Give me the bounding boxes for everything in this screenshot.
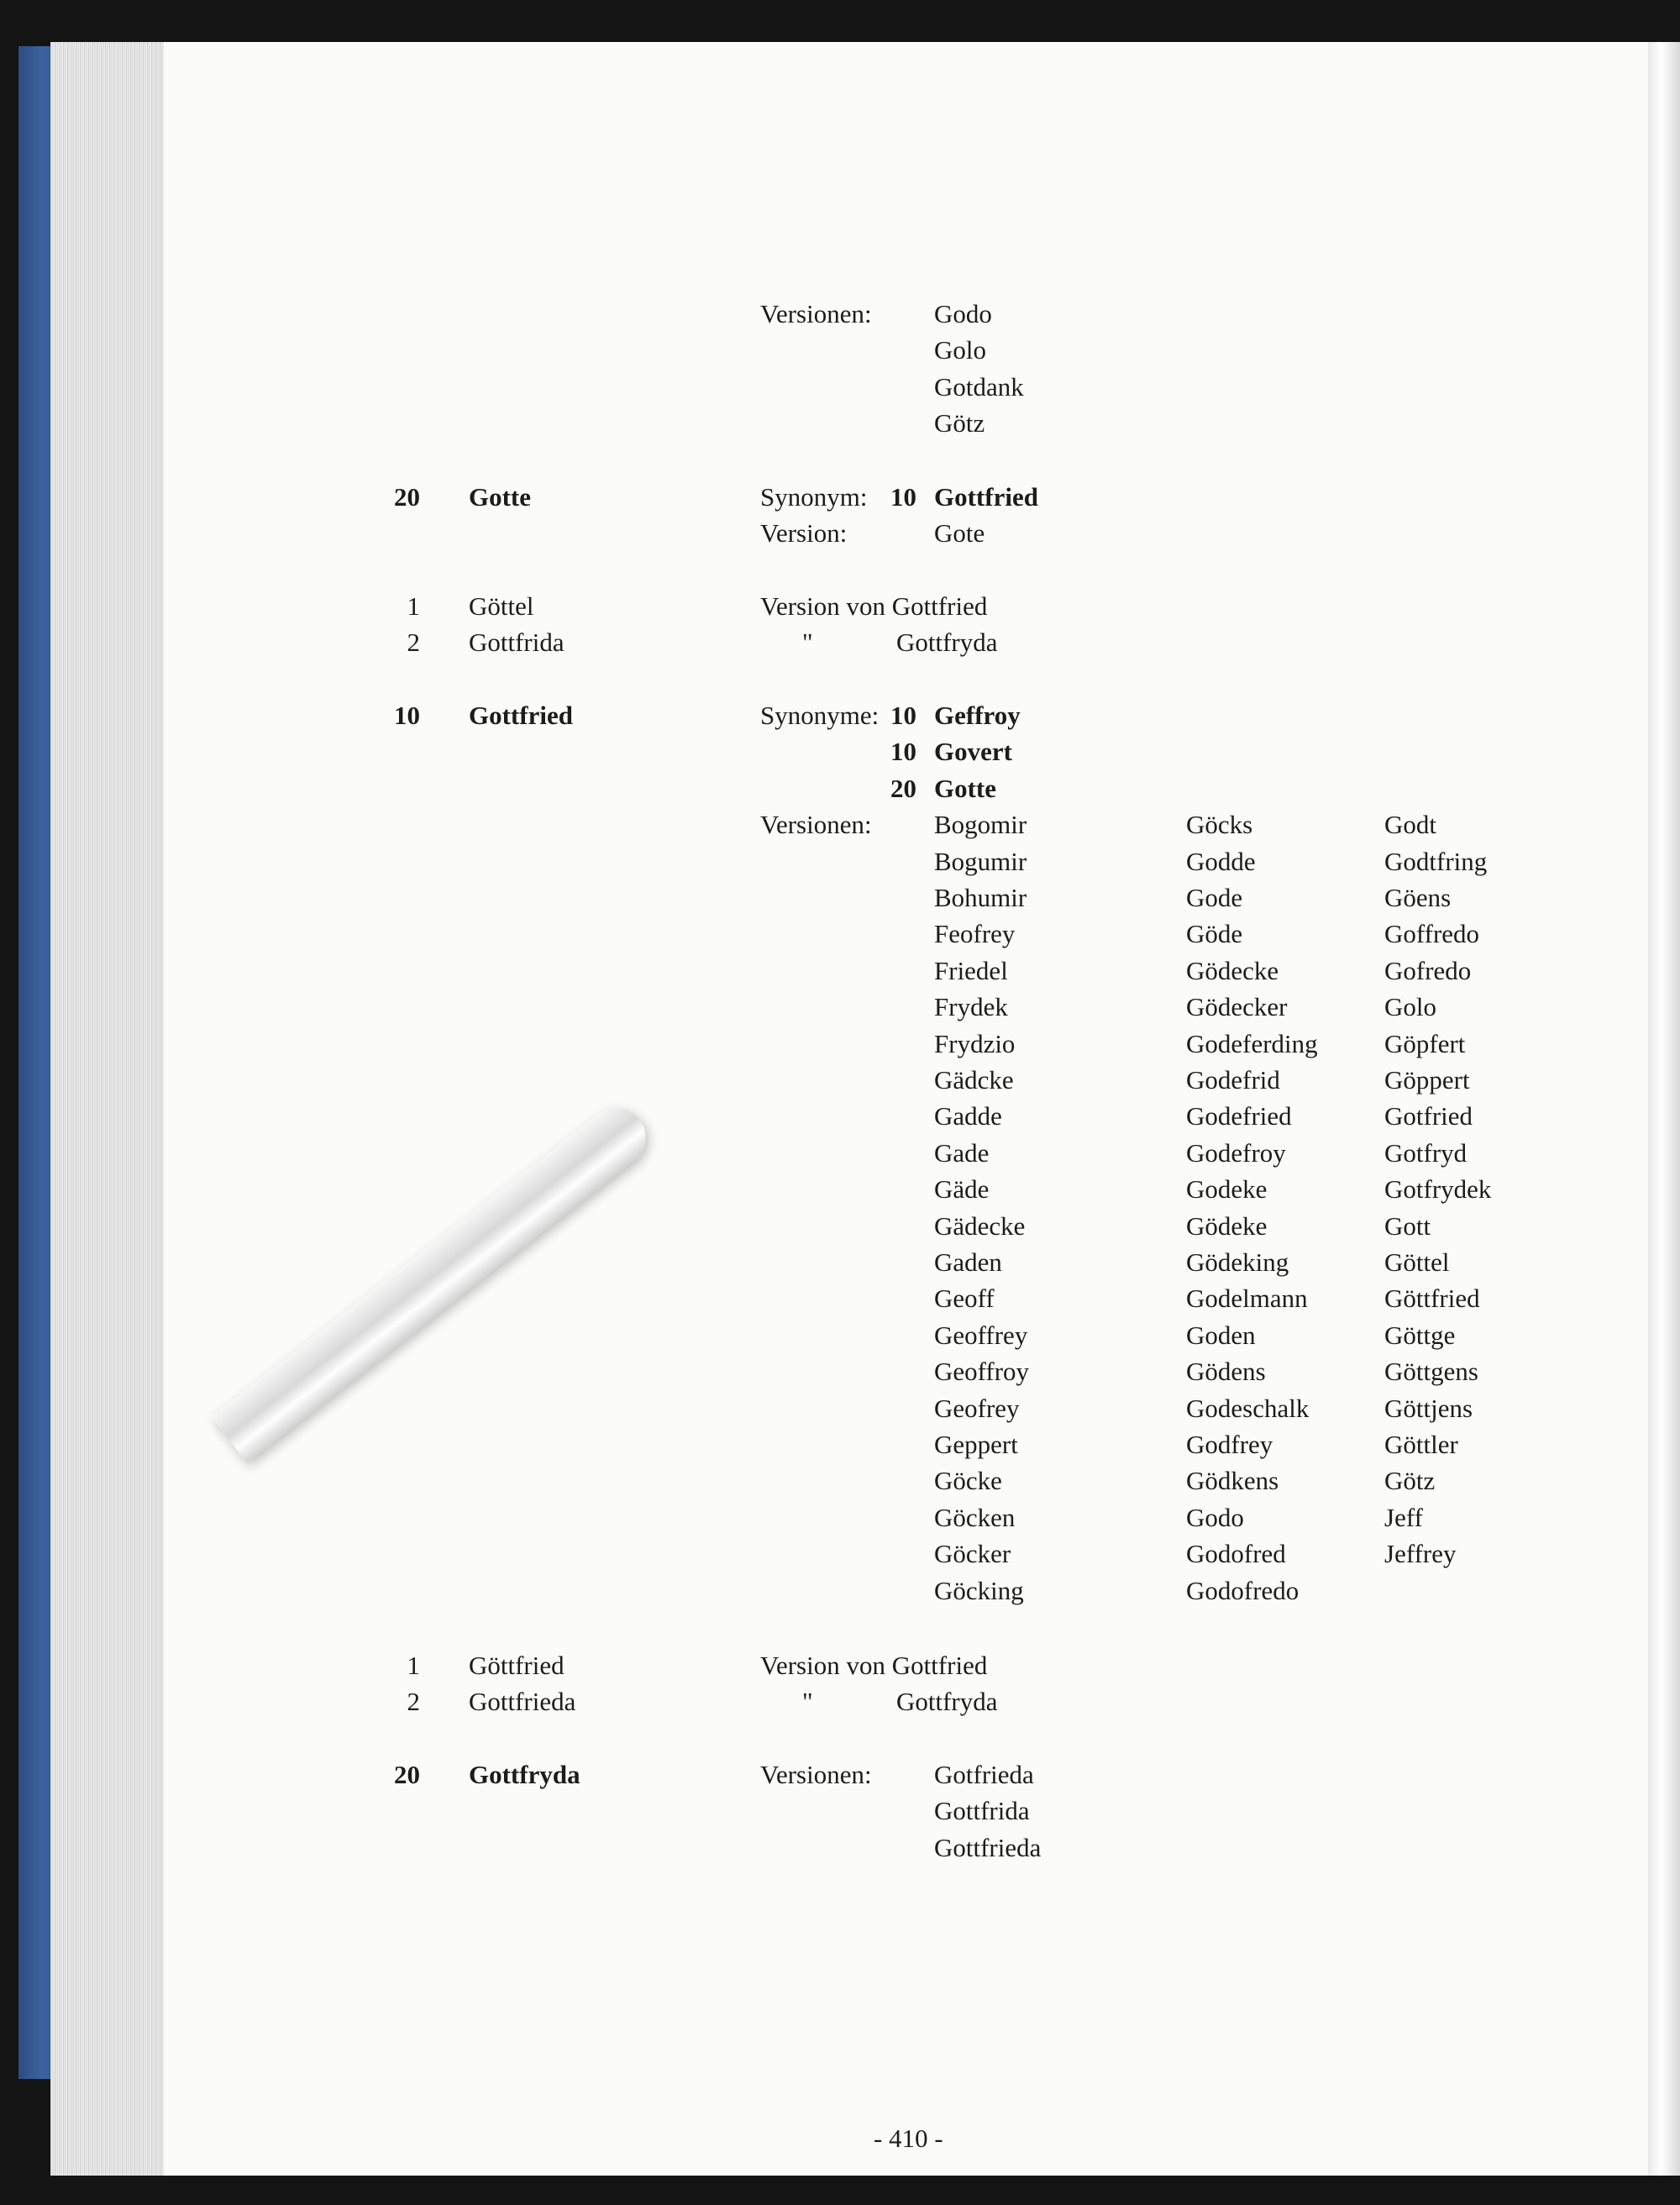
version-name: Godefried [1186, 1101, 1292, 1131]
version-name: Göppert [1384, 1065, 1470, 1095]
entry-ref-frequency: 10 [890, 482, 916, 512]
version-name: Bohumir [934, 883, 1027, 912]
entry-value: Gottfrieda [934, 1832, 1042, 1862]
version-name: Godelmann [1186, 1284, 1308, 1314]
entry-label: Versionen: [760, 1760, 872, 1789]
version-name: Geppert [934, 1430, 1018, 1459]
version-name: Gödens [1186, 1357, 1266, 1387]
version-name: Godeferding [1186, 1028, 1318, 1058]
version-name: Friedel [934, 955, 1008, 985]
version-name: Godofredo [1186, 1575, 1299, 1605]
entry-label: " [802, 1687, 813, 1716]
entry-value: Godo [934, 299, 992, 328]
version-name: Göttler [1384, 1430, 1458, 1459]
version-name: Jeff [1384, 1502, 1423, 1532]
version-name: Gädcke [934, 1065, 1014, 1095]
version-name: Göttfried [1384, 1284, 1480, 1314]
version-name: Geoffroy [934, 1357, 1030, 1387]
entry-name: Gottfried [469, 701, 573, 730]
version-name: Gode [1186, 883, 1243, 912]
entry-label: Version von Gottfried [760, 1651, 988, 1680]
version-name: Gofredo [1384, 955, 1472, 985]
entry-ref-frequency: 20 [890, 773, 916, 803]
version-name: Gäde [934, 1174, 990, 1205]
version-name: Gödeking [1186, 1247, 1289, 1277]
version-name: Gödkens [1186, 1466, 1279, 1496]
entry-frequency: 20 [394, 482, 420, 512]
version-name: Golo [1384, 992, 1436, 1022]
entry-frequency: 2 [407, 627, 420, 657]
version-name: Godt [1384, 810, 1436, 840]
entry-frequency: 20 [394, 1760, 420, 1789]
entry-value: Geffroy [934, 701, 1021, 730]
entry-frequency: 10 [394, 701, 420, 730]
version-name: Gädecke [934, 1210, 1026, 1241]
version-name: Gott [1384, 1210, 1431, 1241]
page-stack-edge [50, 42, 168, 2176]
version-name: Göttjens [1384, 1393, 1473, 1423]
entry-value: Govert [934, 737, 1012, 767]
entry-name: Göttel [469, 591, 534, 621]
version-name: Gotfried [1384, 1101, 1473, 1131]
version-name: Göttge [1384, 1320, 1456, 1350]
version-name: Frydek [934, 992, 1008, 1022]
entry-label: Version: [760, 518, 848, 549]
version-name: Godfrey [1186, 1430, 1273, 1459]
version-name: Goffredo [1384, 919, 1480, 949]
version-name: Gade [934, 1137, 990, 1168]
entry-value: Golo [934, 335, 986, 365]
version-name: Bogumir [934, 846, 1027, 876]
entry-ref-frequency: 10 [890, 737, 916, 767]
version-name: Göcks [1186, 810, 1253, 840]
entry-label: Synonyme: [760, 701, 879, 730]
version-name: Göens [1384, 883, 1452, 912]
version-name: Göcker [934, 1539, 1011, 1569]
entry-value: Gotfrieda [934, 1760, 1034, 1789]
entry-name: Gottfrieda [469, 1687, 576, 1716]
entry-label: Version von Gottfried [760, 591, 988, 621]
entry-value: Gotdank [934, 371, 1024, 402]
entry-name: Gottfryda [469, 1760, 580, 1789]
version-name: Göttel [1384, 1247, 1450, 1277]
version-name: Godeke [1186, 1174, 1268, 1205]
entry-label: " [802, 627, 813, 657]
version-name: Göcking [934, 1575, 1024, 1605]
version-name: Bogomir [934, 810, 1027, 840]
version-name: Godefrid [1186, 1065, 1280, 1095]
entry-name: Göttfried [469, 1651, 564, 1680]
entry-value: Gotte [934, 773, 997, 803]
version-name: Gotfrydek [1384, 1174, 1492, 1205]
entry-frequency: 2 [407, 1687, 420, 1716]
entry-value: Götz [934, 408, 985, 438]
entry-value: Gottfryda [896, 1687, 998, 1716]
entry-value: Gote [934, 518, 985, 549]
entry-frequency: 1 [407, 1651, 420, 1680]
version-name: Göde [1186, 919, 1243, 949]
version-name: Gadde [934, 1101, 1002, 1131]
entry-ref-frequency: 10 [890, 701, 916, 730]
version-name: Geofrey [934, 1393, 1020, 1423]
entry-frequency: 1 [407, 591, 420, 621]
version-name: Godde [1186, 846, 1256, 876]
version-name: Godofred [1186, 1539, 1286, 1569]
entry-label: Versionen: [760, 299, 872, 328]
version-name: Gödecker [1186, 992, 1288, 1022]
entry-label: Synonym: [760, 482, 868, 512]
entry-label: Versionen: [760, 810, 872, 840]
version-name: Göpfert [1384, 1028, 1466, 1058]
version-name: Götz [1384, 1466, 1436, 1496]
entry-value: Gottfried [934, 482, 1038, 512]
entry-name: Gottfrida [469, 627, 564, 657]
version-name: Geoffrey [934, 1320, 1028, 1350]
version-name: Gotfryd [1384, 1137, 1467, 1168]
version-name: Göcken [934, 1502, 1016, 1532]
entry-name: Gotte [469, 482, 532, 512]
version-name: Frydzio [934, 1028, 1016, 1058]
version-name: Feofrey [934, 919, 1016, 949]
entry-value: Gottfrida [934, 1796, 1030, 1826]
version-name: Göcke [934, 1466, 1002, 1496]
page-right-edge [1648, 42, 1680, 2176]
version-name: Göttgens [1384, 1357, 1478, 1387]
version-name: Geoff [934, 1284, 995, 1314]
version-name: Jeffrey [1384, 1539, 1457, 1569]
version-name: Gaden [934, 1247, 1002, 1277]
version-name: Godtfring [1384, 846, 1488, 876]
page-number: - 410 - [874, 2124, 943, 2153]
version-name: Goden [1186, 1320, 1256, 1350]
version-name: Godefroy [1186, 1137, 1286, 1168]
version-name: Godo [1186, 1502, 1244, 1532]
version-name: Godeschalk [1186, 1393, 1310, 1423]
version-name: Gödecke [1186, 955, 1279, 985]
entry-value: Gottfryda [896, 627, 998, 657]
version-name: Gödeke [1186, 1210, 1268, 1241]
